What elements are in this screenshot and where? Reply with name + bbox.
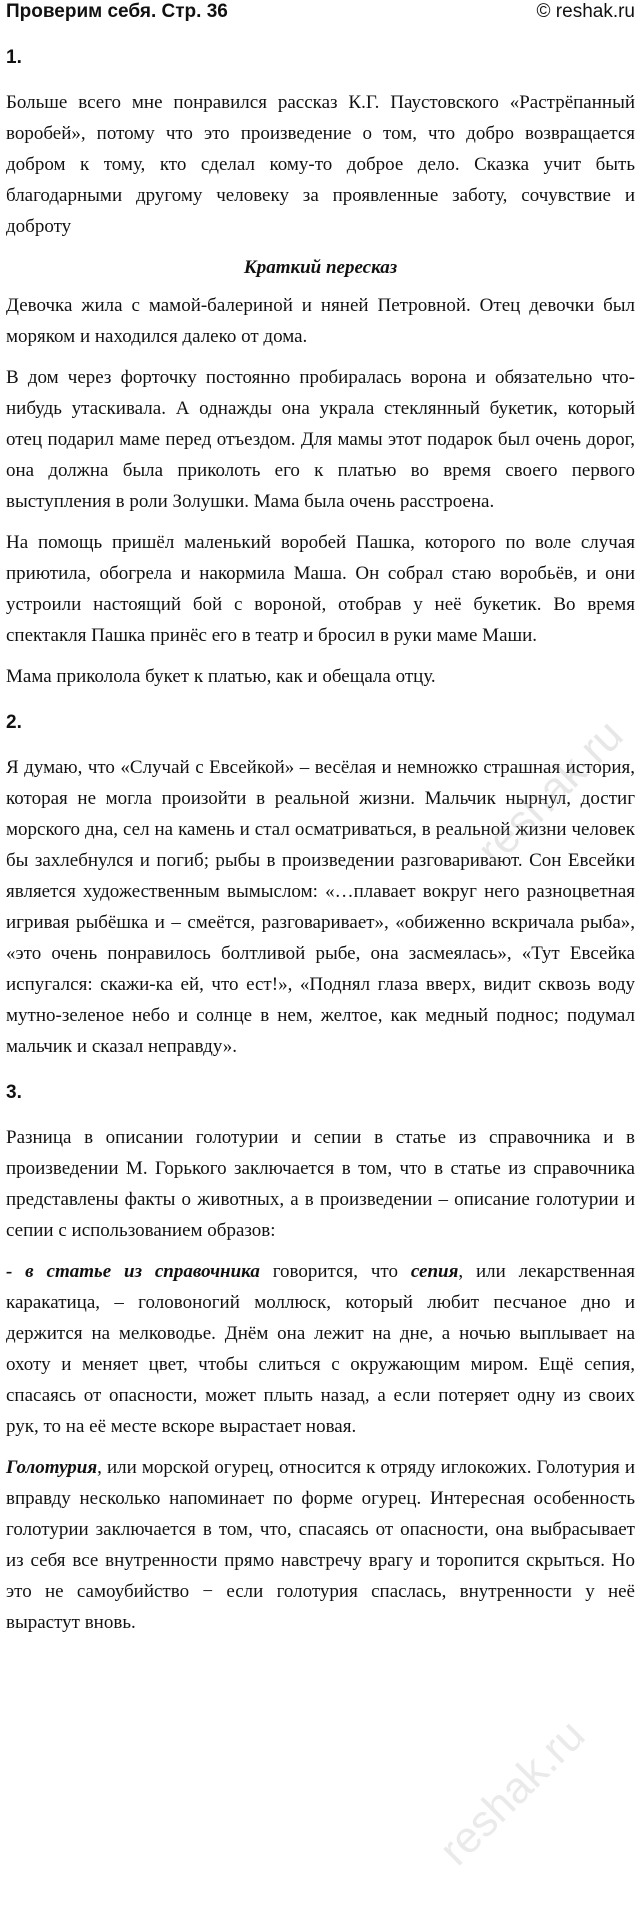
sepia-term: сепия <box>410 1261 459 1282</box>
page-title: Проверим себя. Стр. 36 <box>6 1 228 22</box>
section-1-subtitle: Краткий пересказ <box>243 257 398 278</box>
section-2 <box>6 712 635 1062</box>
site-credit: © reshak.ru <box>536 1 635 22</box>
section-1-paragraph: В дом через форточку постоянно пробиралась ворона и обязательно что-нибудь утаскивала. А однажды она украла стеклянный букетик, который отец подарил маме перед отъездом. Для мамы этот подарок был очень дорог, она должна была приколоть его к платью во время своего первого выступления в роли Золушки. Мама была очень расстроена. <box>6 367 635 512</box>
watermark: reshak.ru <box>430 1710 595 1875</box>
section-1 <box>6 47 635 692</box>
section-1-intro: Больше всего мне понравился рассказ К.Г. Паустовского «Растрёпанный воробей», потому что это произведение о том, что добро возвращается добром к тому, кто сделал кому-то доброе дело. Сказка учит быть благодарными другому человеку за проявленные заботу, сочувствие и доброту <box>6 92 635 237</box>
section-1-paragraph: Мама приколола букет к платью, как и обещала отцу. <box>6 666 436 687</box>
section-2-text: Я думаю, что «Случай с Евсейкой» – весёлая и немножко страшная история, которая не могла произойти в реальной жизни. Мальчик нырнул, достиг морского дна, сел на камень и стал осматриваться, в реальной жизни человек бы захлебнулся и погиб; рыбы в произведении разговаривают. Сон Евсейки является художественным вымыслом: «…плавает вокруг него разноцветная игривая рыбёшка и – смеётся, разговаривает», «обиженно вскричала рыба», «это очень понравилось болтливой рыбе, она засмеялась», «Тут Евсейка испугался: скажи-ка ей, что ест!», «Поднял глаза вверх, видит сквозь воду мутно-зеленое небо и солнце в нем, желтое, как медный поднос; подумал мальчик и сказал неправду». <box>6 757 635 1057</box>
section-2-number: 2. <box>6 712 22 733</box>
section-3-sepia-paragraph <box>6 1256 635 1442</box>
section-1-number: 1. <box>6 47 22 68</box>
sepia-text-mid: говорится, что <box>259 1261 411 1282</box>
watermark: reshak.ru <box>468 710 633 875</box>
holothuria-text: , или морской огурец, относится к отряду иглокожих. Голотурия и вправду несколько напоминает по форме огурец. Интересная особенность голотурии заключается в том, что, спасаясь от опасности, она выбрасывает из себя все внутренности прямо навстречу врагу и торопится скрыться. Но это не самоубийство − если голотурия спаслась, внутренности у неё вырастут вновь. <box>6 1457 635 1633</box>
section-3 <box>6 1082 635 1638</box>
section-3-number: 3. <box>6 1082 22 1103</box>
section-3-intro: Разница в описании голотурии и сепии в статье из справочника и в произведении М. Горького заключается в том, что в статье из справочника представлены факты о животных, а в произведении – описание голотурии и сепии с использованием образов: <box>6 1127 635 1241</box>
section-1-paragraph: Девочка жила с мамой-балериной и няней Петровной. Отец девочки был моряком и находился далеко от дома. <box>6 295 635 347</box>
page-header <box>6 1 635 27</box>
sepia-text: , или лекарственная каракатица, – головоногий моллюск, который любит песчаное дно и держится на мелководье. Днём она лежит на дне, а ночью выплывает на охоту и меняет цвет, чтобы слиться с окружающим миром. Ещё сепия, спасаясь от опасности, может плыть назад, а если потеряет одну из своих рук, то на её месте вскоре вырастает новая. <box>6 1261 635 1437</box>
reference-lead: - в статье из справочника <box>6 1261 260 1282</box>
section-1-paragraph: На помощь пришёл маленький воробей Пашка, которого по воле случая приютила, обогрела и накормила Маша. Он собрал стаю воробьёв, и они устроили настоящий бой с вороной, отобрав у неё букетик. Во время спектакля Пашка принёс его в театр и бросил в руки маме Маши. <box>6 532 635 646</box>
holothuria-term: Голотурия <box>6 1457 98 1478</box>
section-3-holothuria-paragraph <box>6 1452 635 1638</box>
